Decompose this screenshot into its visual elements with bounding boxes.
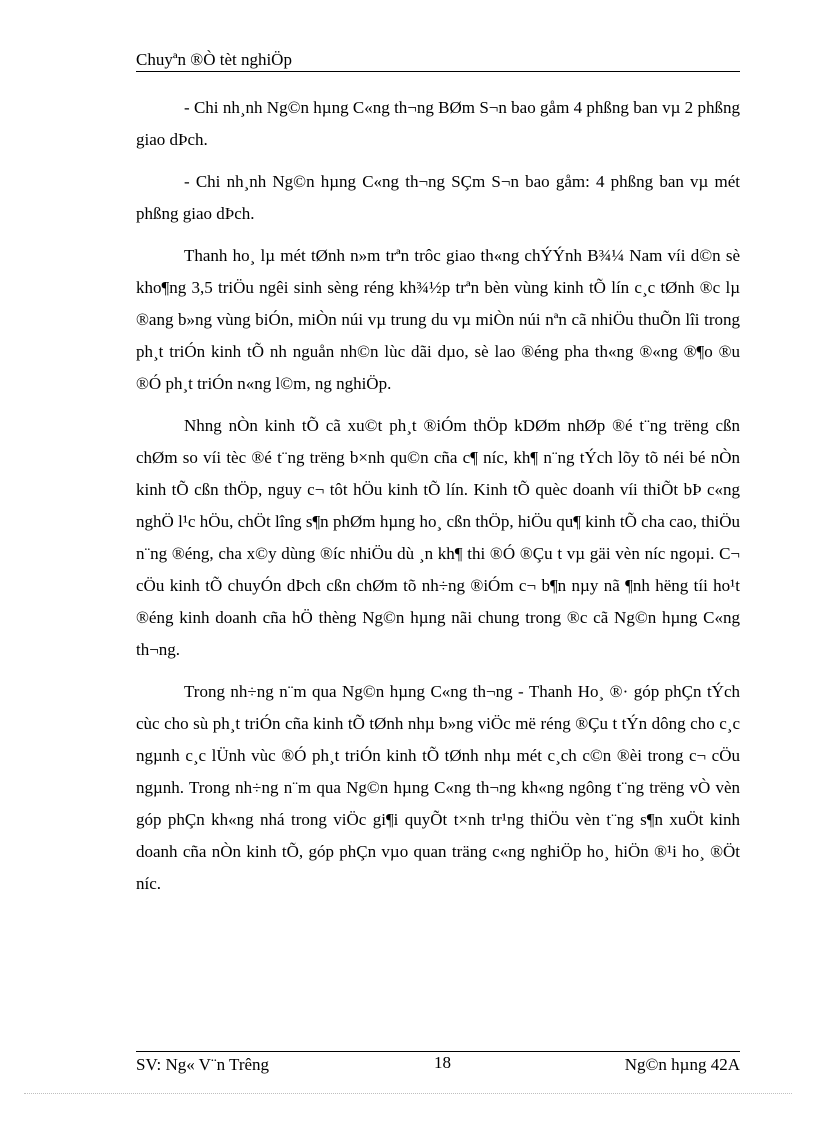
running-header: [136, 50, 740, 72]
paragraph-province-overview: Thanh ho¸ lµ mét tØnh n»m trªn trôc giao th«ng chÝÝnh B¾¼ Nam víi d©n sè kho¶ng 3,5 triÖu ngêi sinh sèng réng kh¾½p trªn bèn vùng kinh tÕ lín c¸c tØnh ®c lµ ®ang b»ng vùng biÓn, miÒn núi vµ trung du vµ miÒn núi nªn cã nhiÖu thuÕn lîi trong ph¸t triÓn kinh tÕ nh nguån nh©n lùc dãi dµo, sè lao ®éng pha th«ng ®«ng ®¶o ®u ®Ó ph¸t triÓn n«ng l©m, ng nghiÖp.: [136, 246, 740, 393]
body-text: [136, 92, 740, 910]
page-number: 18: [434, 1053, 451, 1072]
paragraph-bank-contribution: Trong nh÷ng n¨m qua Ng©n hµng C«ng th¬ng - Thanh Ho¸ ®· góp phÇn tÝch cùc cho sù ph¸t triÓn cña kinh tÕ tØnh nhµ b»ng viÖc më réng ®Çu t tÝn dông cho c¸c ngµnh c¸c lÜnh vùc ®Ó ph¸t triÓn kinh tÕ tØnh nhµ mét c¸ch c©n ®èi trong c¬ cÖu ngµnh. Trong nh÷ng n¨m qua Ng©n hµng C«ng th¬ng kh«ng ngông t¨ng trëng vÒ vèn góp phÇn kh«ng nhá trong viÖc gi¶i quyÕt t×nh tr¹ng thiÖu vèn t¨ng s¶n xuÖt kinh doanh cña nÒn kinh tÕ, góp phÇn vµo quan träng c«ng nghiÖp ho¸ hiÖn ®¹i ho¸ ®Öt níc.: [136, 682, 740, 893]
footer-student-name: SV: Ng« V¨n Trêng: [136, 1055, 270, 1074]
paragraph-economic-conditions: Nhng nÒn kinh tÕ cã xu©t ph¸t ®iÓm thÖp kDØm nhØp ®é t¨ng trëng cßn chØm so víi tèc ®é t¨ng trëng b×nh qu©n cña c¶ níc, kh¶ n¨ng tÝch lõy tõ néi bé nÒn kinh tÕ cßn thÖp, nguy c¬ tôt hÖu kinh tÕ lín. Kinh tÕ quèc doanh víi thiÕt bÞ c«ng nghÖ l¹c hÖu, chÖt lîng s¶n phØm hµng ho¸ cßn thÖp, hiÖu qu¶ kinh tÕ cha cao, thiÖu n¨ng ®éng, cha x©y dùng ®íc nhiÖu dù ¸n kh¶ thi ®Ó ®Çu t vµ gäi vèn níc ngoµi. C¬ cÖu kinh tÕ chuyÓn dÞch cßn chØm tõ nh÷ng ®iÓm c¬ b¶n nµy nã ¶nh hëng tíi ho¹t ®éng kinh doanh cña hÖ thèng Ng©n hµng nãi chung trong ®c cã Ng©n hµng C«ng th¬ng.: [136, 416, 740, 659]
page-edge-divider: [24, 1093, 792, 1094]
paragraph-branch-sam-son: - Chi nh¸nh Ng©n hµng C«ng th¬ng SÇm S¬n bao gåm: 4 phßng ban vµ mét phßng giao dÞch.: [136, 172, 740, 223]
header-title: Chuyªn ®Ò tèt nghiÖp: [136, 50, 292, 69]
footer-class-label: Ng©n hµng 42A: [624, 1055, 740, 1074]
paragraph-branch-bim-son: - Chi nh¸nh Ng©n hµng C«ng th¬ng BØm S¬n bao gåm 4 phßng ban vµ 2 phßng giao dÞch.: [136, 98, 740, 149]
running-footer: [136, 1051, 740, 1076]
